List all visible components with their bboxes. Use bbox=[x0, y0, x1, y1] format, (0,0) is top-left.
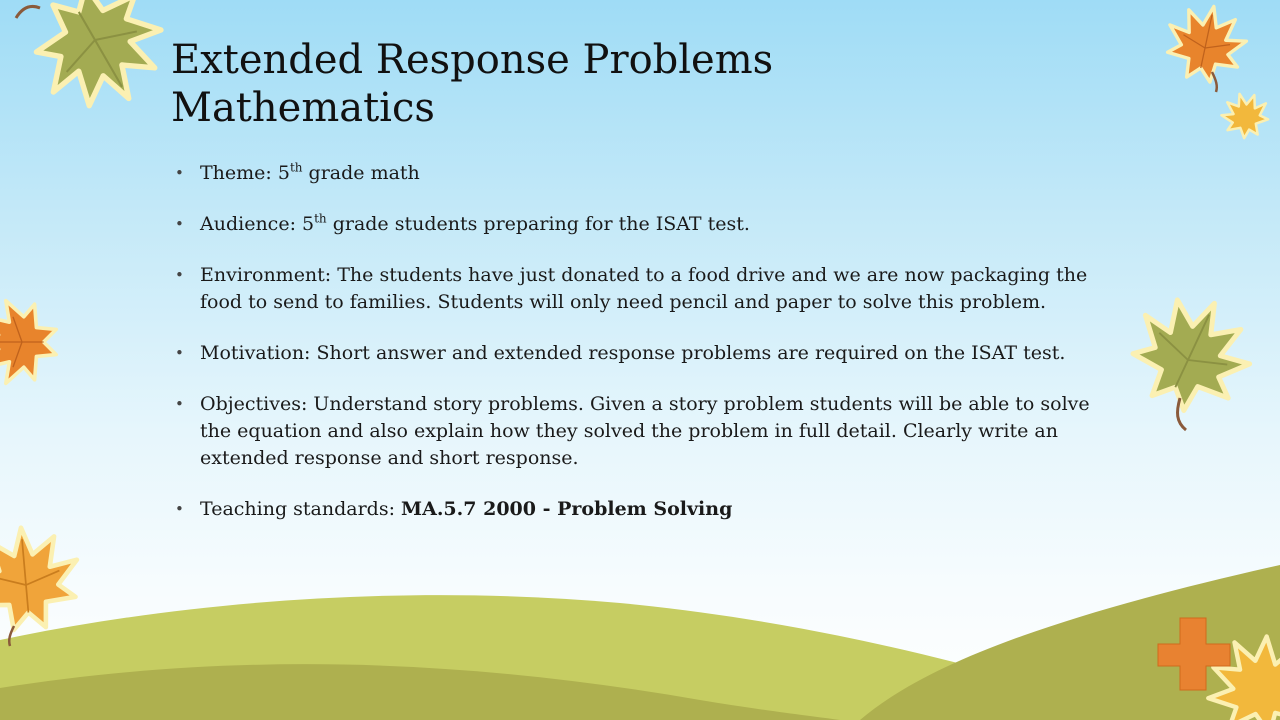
bullet-objectives bbox=[175, 391, 1115, 472]
bullet-text: Theme: 5 bbox=[200, 162, 290, 184]
leaf-stem bbox=[1212, 72, 1217, 92]
bullet-dot: • bbox=[175, 215, 184, 233]
maple-leaf-icon bbox=[0, 301, 56, 384]
maple-leaf-icon bbox=[1160, 0, 1252, 88]
bullet-text: Motivation: Short answer and extended response problems are required on the ISAT test. bbox=[200, 342, 1066, 364]
bullet-dot: • bbox=[175, 266, 184, 284]
bullet-theme bbox=[175, 160, 1115, 187]
maple-leaf-icon bbox=[1116, 279, 1267, 427]
maple-leaf-icon bbox=[1217, 88, 1273, 142]
leaf-stem bbox=[16, 6, 40, 18]
bullet-audience bbox=[175, 211, 1115, 238]
bullet-text: Objectives: Understand story problems. Given a story problem students will be able to solve the equation and also explain how they solved the problem in full detail. Clearly write an extended response and short response. bbox=[200, 393, 1090, 469]
bullet-motivation bbox=[175, 340, 1115, 367]
maple-leaf-icon bbox=[16, 0, 183, 130]
bullet-dot: • bbox=[175, 344, 184, 362]
superscript: th bbox=[289, 160, 303, 175]
bullet-text: grade math bbox=[302, 162, 420, 184]
superscript: th bbox=[314, 211, 327, 226]
title-line-1: Extended Response Problems bbox=[171, 37, 774, 83]
slide-title bbox=[171, 36, 773, 132]
maple-leaf-icon bbox=[0, 523, 83, 633]
bullet-text: Teaching standards: bbox=[200, 498, 402, 520]
bullet-teaching-standards bbox=[175, 496, 1115, 523]
bullet-dot: • bbox=[175, 500, 184, 518]
title-line-2: Mathematics bbox=[171, 85, 435, 131]
bullet-list bbox=[175, 160, 1115, 547]
bullet-text: Environment: The students have just donated to a food drive and we are now packaging the food to send to families. Students will only need pencil and paper to solve this problem. bbox=[200, 264, 1088, 313]
bullet-text: Audience: 5 bbox=[200, 213, 315, 235]
bullet-dot: • bbox=[175, 395, 184, 413]
bullet-dot: • bbox=[175, 164, 184, 182]
bullet-environment bbox=[175, 262, 1115, 316]
standard-code: MA.5.7 2000 - Problem Solving bbox=[401, 498, 733, 520]
bullet-text: grade students preparing for the ISAT test. bbox=[326, 213, 750, 235]
